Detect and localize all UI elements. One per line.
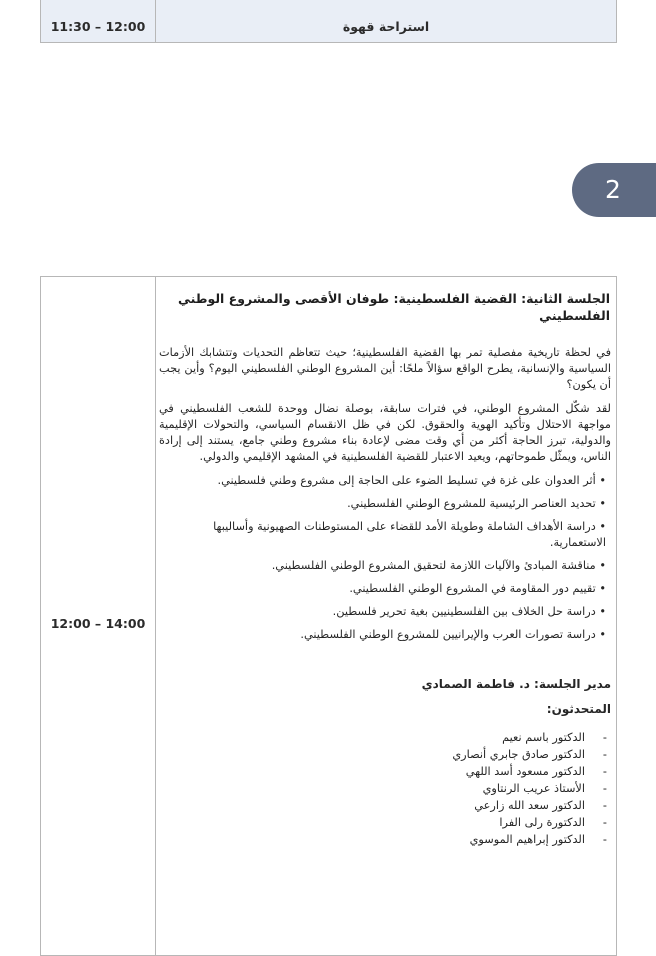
speaker-name: الدكتور صادق جابري أنصاري (452, 748, 585, 761)
speaker-item (159, 831, 607, 848)
session-moderator: مدير الجلسة: د. فاطمة الصمادي (421, 677, 611, 691)
list-dash: - (602, 748, 607, 761)
speakers-list (159, 729, 611, 848)
list-dash: - (602, 731, 607, 744)
break-title-cell: استراحة قهوة (342, 19, 430, 34)
topic-item: • تقييم دور المقاومة في المشروع الوطني الفلسطيني. (159, 581, 606, 597)
speaker-name: الدكتور إبراهيم الموسوي (469, 833, 585, 846)
topic-item: • دراسة الأهداف الشاملة وطويلة الأمد للقضاء على المستوطنات الصهيونية وأساليبها الاستعمارية. (159, 519, 606, 551)
speaker-item (159, 797, 607, 814)
session-time-cell: 12:00 – 14:00 (41, 277, 156, 955)
speaker-item (159, 763, 607, 780)
speaker-name: الدكتور باسم نعيم (502, 731, 585, 744)
coffee-break-row (40, 0, 617, 43)
list-dash: - (602, 782, 607, 795)
list-dash: - (602, 799, 607, 812)
speaker-name: الأستاذ عريب الرنتاوي (482, 782, 585, 795)
topic-item: • تحديد العناصر الرئيسية للمشروع الوطني الفلسطيني. (159, 496, 606, 512)
speaker-name: الدكتورة رلى الفرا (499, 816, 585, 829)
session-content-cell (156, 277, 616, 955)
page-number-badge: 2 (572, 163, 656, 217)
speaker-item (159, 814, 607, 831)
speaker-item (159, 729, 607, 746)
speaker-item (159, 780, 607, 797)
session-two-row (40, 276, 617, 956)
topic-item: • دراسة تصورات العرب والإيرانيين للمشروع الوطني الفلسطيني. (159, 627, 606, 643)
list-dash: - (602, 816, 607, 829)
session-title: الجلسة الثانية: القضية الفلسطينية: طوفان الأقصى والمشروع الوطني الفلسطيني (177, 291, 610, 323)
topic-item: • مناقشة المبادئ والآليات اللازمة لتحقيق المشروع الوطني الفلسطيني. (159, 558, 606, 574)
break-time-cell: 11:30 – 12:00 (41, 0, 156, 42)
session-paragraph: لقد شكّل المشروع الوطني، في فترات سابقة، بوصلة نضال ووحدة للشعب الفلسطيني في مواجهة الاحتلال وتأكيد الهوية والحقوق. لكن في ظل الانقسام السياسي، والتحولات الإقليمية والدولية، تبرز الحاجة أكثر من أي وقت مضى لإعادة بناء مشروع وطني جامع، يستند إلى إرادة الناس، ويمثّل طموحاتهم، ويعيد الاعتبار للقضية الفلسطينية في المشهد الإقليمي والدولي. (159, 402, 611, 463)
topic-item: • أثر العدوان على غزة في تسليط الضوء على الحاجة إلى مشروع وطني فلسطيني. (159, 473, 606, 489)
topic-item: • دراسة حل الخلاف بين الفلسطينيين بغية تحرير فلسطين. (159, 604, 606, 620)
speaker-name: الدكتور مسعود أسد اللهي (465, 765, 585, 778)
speakers-heading: المتحدثون: (546, 702, 611, 716)
speaker-name: الدكتور سعد الله زارعي (474, 799, 585, 812)
list-dash: - (602, 765, 607, 778)
session-paragraph: في لحظة تاريخية مفصلية تمر بها القضية الفلسطينية؛ حيث تتعاظم التحديات وتتشابك الأزمات السياسية والإنسانية، يطرح الواقع سؤالاً ملحًا: أين المشروع الوطني الفلسطيني اليوم؟ وأين يجب أن يكون؟ (159, 346, 611, 391)
speaker-item (159, 746, 607, 763)
topics-list (159, 473, 611, 643)
list-dash: - (602, 833, 607, 846)
